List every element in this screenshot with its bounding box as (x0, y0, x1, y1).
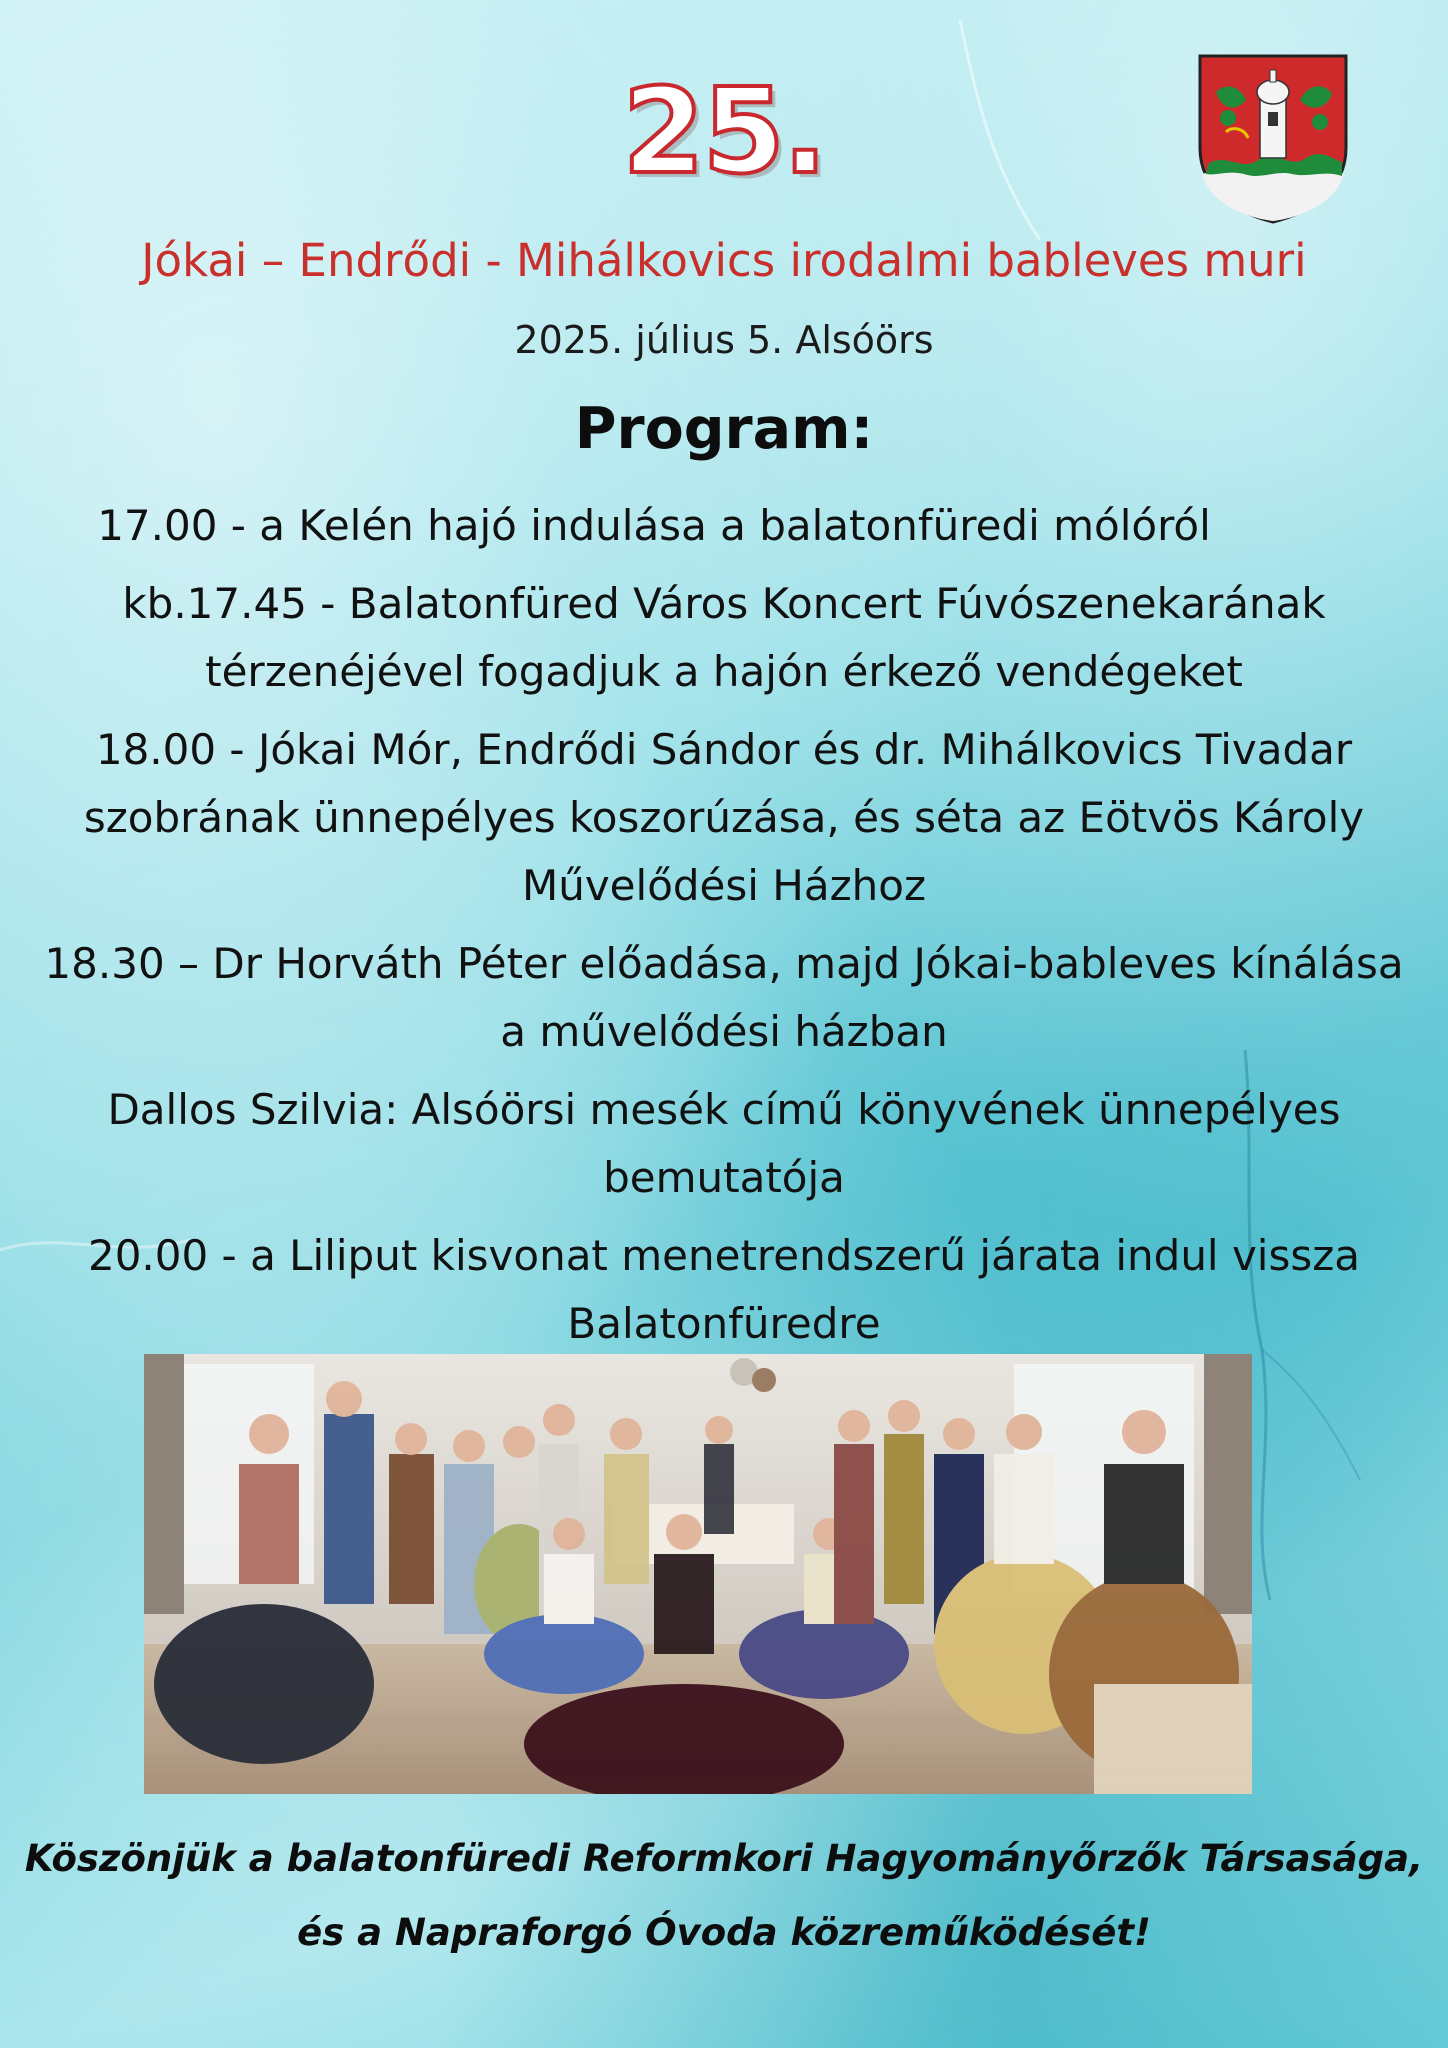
program-line: 18.30 – Dr Horváth Péter előadása, majd Jókai-bableves kínálása (44, 939, 1404, 988)
program-item (0, 1076, 1448, 1212)
program-line: kb.17.45 - Balatonfüred Város Koncert Fúvószenekarának (122, 579, 1326, 628)
thanks-note (0, 1822, 1448, 1970)
program-line: 20.00 - a Liliput kisvonat menetrendszerű járata indul vissza (87, 1231, 1361, 1280)
edition-number: 25. (622, 62, 826, 200)
program-item (0, 570, 1448, 706)
program-list (0, 492, 1448, 1368)
program-line: térzenéjével fogadjuk a hajón érkező vendégeket (205, 647, 1243, 696)
program-item (0, 492, 1448, 560)
program-line: szobrának ünnepélyes koszorúzása, és séta az Eötvös Károly (83, 793, 1365, 842)
program-line: a művelődési házban (500, 1007, 948, 1056)
program-item (0, 1222, 1448, 1358)
event-title: Jókai – Endrődi - Mihálkovics irodalmi bableves muri (141, 234, 1307, 287)
program-line: bemutatója (603, 1153, 845, 1202)
program-line: Dallos Szilvia: Alsóörsi mesék című könyvének ünnepélyes (107, 1085, 1341, 1134)
program-item (0, 930, 1448, 1066)
thanks-line: és a Napraforgó Óvoda közreműködését! (297, 1911, 1151, 1954)
program-heading: Program: (574, 396, 874, 462)
program-line: 17.00 - a Kelén hajó indulása a balatonfüredi mólóról (97, 501, 1211, 550)
thanks-line: Köszönjük a balatonfüredi Reformkori Hagyományőrzők Társasága, (24, 1837, 1424, 1880)
program-line: Balatonfüredre (567, 1299, 881, 1348)
group-photo (144, 1354, 1252, 1794)
program-item (0, 716, 1448, 920)
event-date-place: 2025. július 5. Alsóörs (514, 318, 934, 362)
program-line: Művelődési Házhoz (521, 861, 927, 910)
program-line: 18.00 - Jókai Mór, Endrődi Sándor és dr. Mihálkovics Tivadar (95, 725, 1353, 774)
